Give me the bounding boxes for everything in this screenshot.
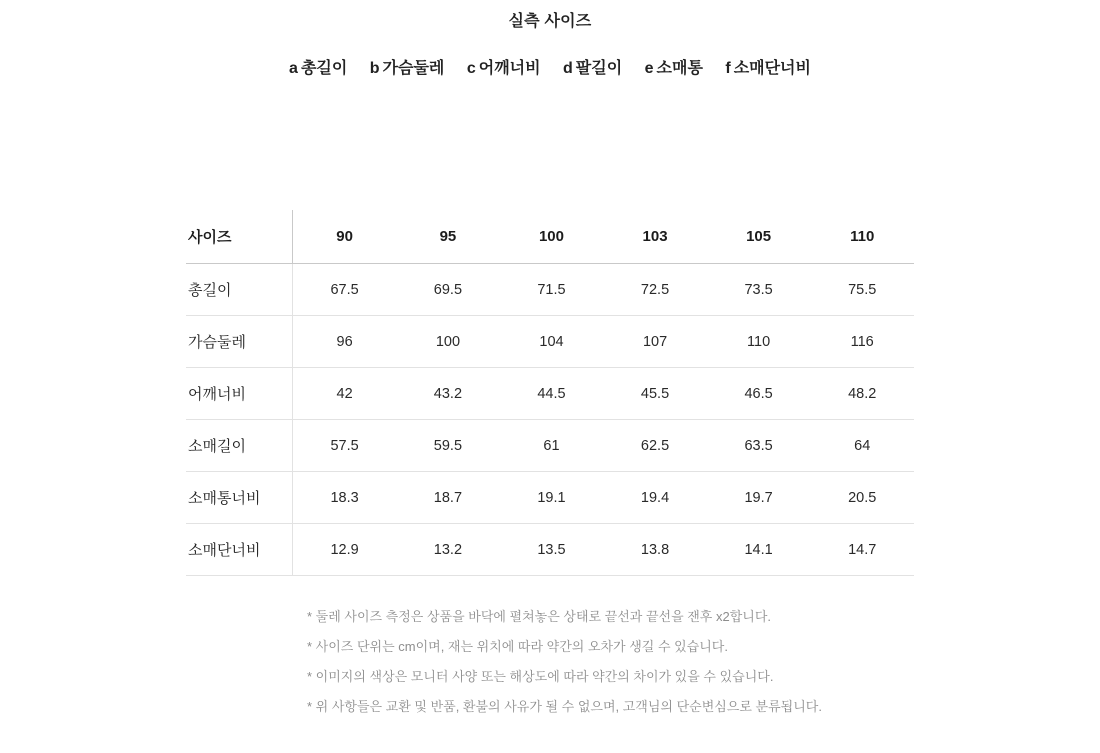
- table-row: [186, 368, 914, 420]
- table-body: [186, 264, 914, 576]
- legend-key: c: [466, 60, 476, 77]
- note-item: * 이미지의 색상은 모니터 사양 또는 해상도에 따라 약간의 차이가 있을 수 있습니다.: [307, 669, 774, 684]
- table-cell: 75.5: [810, 264, 914, 316]
- table-corner-label: 사이즈: [186, 210, 293, 264]
- legend-label: 팔길이: [575, 60, 623, 77]
- table-cell: 116: [810, 316, 914, 368]
- legend-item: [467, 57, 541, 81]
- legend-item: [725, 57, 811, 81]
- table-cell: 73.5: [707, 264, 811, 316]
- table-cell: 67.5: [293, 264, 397, 316]
- table-cell: 13.5: [500, 524, 604, 576]
- table-cell: 107: [603, 316, 707, 368]
- page-title: 실측 사이즈: [508, 13, 592, 30]
- table-row: [186, 316, 914, 368]
- column-header: 100: [500, 210, 604, 264]
- table-cell: 69.5: [396, 264, 500, 316]
- column-header: 105: [707, 210, 811, 264]
- table-cell: 104: [500, 316, 604, 368]
- legend-label: 소매통: [656, 60, 703, 77]
- table-cell: 59.5: [396, 420, 500, 472]
- legend-label: 총길이: [300, 60, 348, 77]
- table-cell: 48.2: [810, 368, 914, 420]
- legend-item: [645, 57, 703, 81]
- table-cell: 45.5: [603, 368, 707, 420]
- legend-label: 가슴둘레: [382, 60, 445, 77]
- table-cell: 18.7: [396, 472, 500, 524]
- table-cell: 12.9: [293, 524, 397, 576]
- row-header: 소매통너비: [186, 472, 293, 524]
- legend-item: [289, 57, 347, 81]
- table-cell: 19.7: [707, 472, 811, 524]
- legend-item: [563, 57, 622, 81]
- table-cell: 19.1: [500, 472, 604, 524]
- table-row: [186, 420, 914, 472]
- table-cell: 46.5: [707, 368, 811, 420]
- column-header: 110: [810, 210, 914, 264]
- legend-key: a: [289, 60, 298, 77]
- table-cell: 13.2: [396, 524, 500, 576]
- legend-key: b: [369, 60, 380, 77]
- table-cell: 96: [293, 316, 397, 368]
- size-table: [186, 210, 914, 576]
- legend-key: d: [563, 60, 573, 77]
- table-cell: 63.5: [707, 420, 811, 472]
- table-cell: 42: [293, 368, 397, 420]
- measurement-legend: [0, 57, 1100, 81]
- table-cell: 100: [396, 316, 500, 368]
- table-cell: 14.1: [707, 524, 811, 576]
- size-table-wrapper: [186, 210, 914, 576]
- table-cell: 14.7: [810, 524, 914, 576]
- column-header: 95: [396, 210, 500, 264]
- table-cell: 61: [500, 420, 604, 472]
- row-header: 어깨너비: [186, 368, 293, 420]
- note-item: * 둘레 사이즈 측정은 상품을 바닥에 펼쳐놓은 상태로 끝선과 끝선을 잰후 x2합니다.: [307, 609, 771, 624]
- table-cell: 62.5: [603, 420, 707, 472]
- table-cell: 43.2: [396, 368, 500, 420]
- column-header: 103: [603, 210, 707, 264]
- table-cell: 71.5: [500, 264, 604, 316]
- table-header: [186, 210, 914, 264]
- note-item: * 사이즈 단위는 cm이며, 재는 위치에 따라 약간의 오차가 생길 수 있습니다.: [307, 639, 728, 654]
- legend-key: f: [725, 60, 731, 77]
- table-cell: 57.5: [293, 420, 397, 472]
- legend-label: 어깨너비: [478, 60, 541, 77]
- table-row: [186, 472, 914, 524]
- table-cell: 64: [810, 420, 914, 472]
- note-item: * 위 사항들은 교환 및 반품, 환불의 사유가 될 수 없으며, 고객님의 단순변심으로 분류됩니다.: [307, 699, 822, 714]
- table-cell: 19.4: [603, 472, 707, 524]
- table-cell: 72.5: [603, 264, 707, 316]
- table-cell: 20.5: [810, 472, 914, 524]
- legend-label: 소매단너비: [733, 60, 811, 77]
- table-cell: 44.5: [500, 368, 604, 420]
- table-row: [186, 524, 914, 576]
- row-header: 소매단너비: [186, 524, 293, 576]
- table-cell: 110: [707, 316, 811, 368]
- legend-item: [370, 57, 445, 81]
- row-header: 가슴둘레: [186, 316, 293, 368]
- table-row: [186, 264, 914, 316]
- size-chart-page: [0, 10, 1100, 753]
- notes-list: [307, 602, 947, 722]
- column-header: 90: [293, 210, 397, 264]
- row-header: 소매길이: [186, 420, 293, 472]
- legend-key: e: [644, 60, 654, 77]
- table-cell: 18.3: [293, 472, 397, 524]
- table-cell: 13.8: [603, 524, 707, 576]
- row-header: 총길이: [186, 264, 293, 316]
- table-header-row: [186, 210, 914, 264]
